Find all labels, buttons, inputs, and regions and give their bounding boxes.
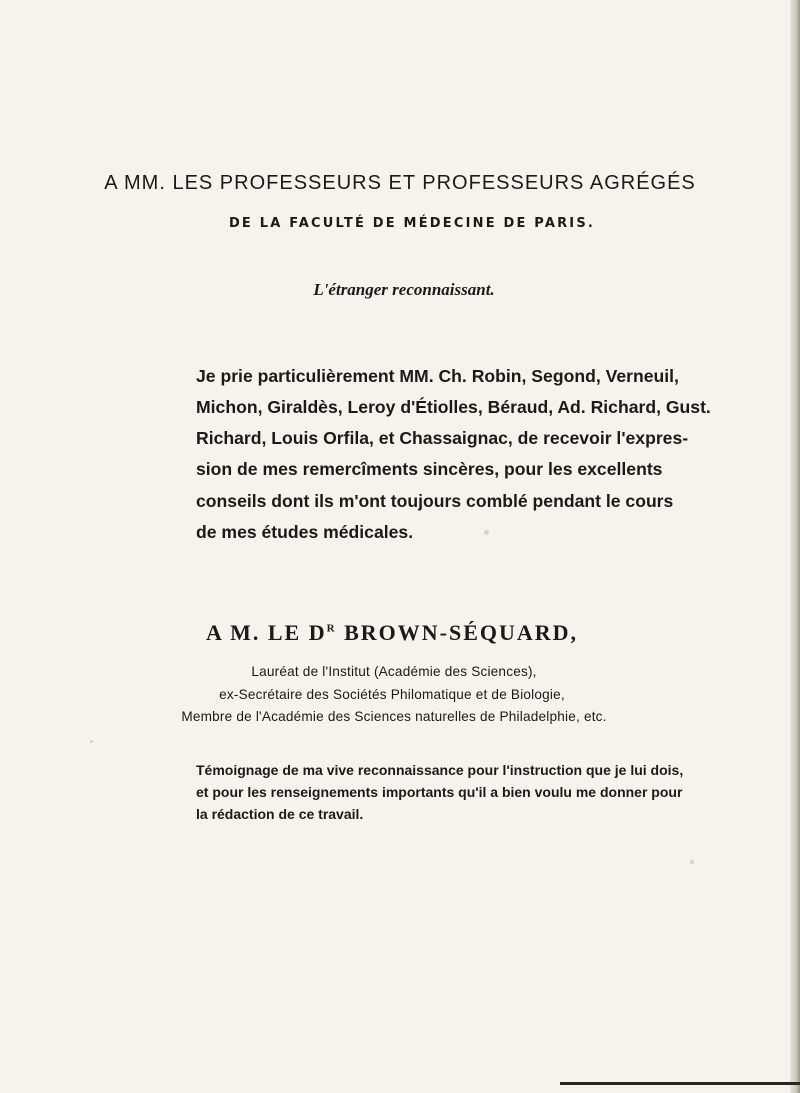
page-bottom-rule xyxy=(560,1082,800,1085)
testimony-line: Témoignage de ma vive reconnaissance pour l'instruction que je lui dois, xyxy=(196,762,684,778)
dedication-subheading: DE LA FACULTÉ DE MÉDECINE DE PARIS. xyxy=(228,216,596,231)
dedication-heading: A MM. LES PROFESSEURS ET PROFESSEURS AGRÉGÉS xyxy=(104,172,696,194)
thanks-line: Je prie particulièrement MM. Ch. Robin, Segond, Verneuil, xyxy=(196,366,679,386)
epigraph: L'étranger reconnaissant. xyxy=(313,280,495,299)
thanks-line: sion de mes remercîments sincères, pour les excellents xyxy=(196,459,663,479)
dedicatee-title-line: Lauréat de l'Institut (Académie des Sciences), xyxy=(251,664,537,679)
thanks-line: Richard, Louis Orfila, et Chassaignac, de recevoir l'expres- xyxy=(196,428,689,448)
paper-spot xyxy=(690,860,694,864)
thanks-line: Michon, Giraldès, Leroy d'Étiolles, Béraud, Ad. Richard, Gust. xyxy=(196,397,711,417)
page-edge-shadow xyxy=(790,0,800,1093)
thanks-line: de mes études médicales. xyxy=(196,522,414,542)
testimony-line: la rédaction de ce travail. xyxy=(196,806,364,822)
thanks-line: conseils dont ils m'ont toujours comblé pendant le cours xyxy=(196,491,674,511)
dedicatee-prefix: A M. LE D xyxy=(205,620,327,645)
dedicatee-superscript: R xyxy=(326,622,337,635)
dedicatee-heading xyxy=(0,620,792,646)
dedicatee-title-line: ex-Secrétaire des Sociétés Philomatique et de Biologie, xyxy=(219,687,565,702)
testimony-line: et pour les renseignements importants qu'il a bien voulu me donner pour xyxy=(196,784,683,800)
paper-spot xyxy=(90,740,93,743)
dedicatee-name: BROWN-SÉQUARD, xyxy=(336,620,579,645)
dedicatee-title-line: Membre de l'Académie des Sciences naturelles de Philadelphie, etc. xyxy=(181,709,607,724)
paper-spot xyxy=(484,530,489,535)
